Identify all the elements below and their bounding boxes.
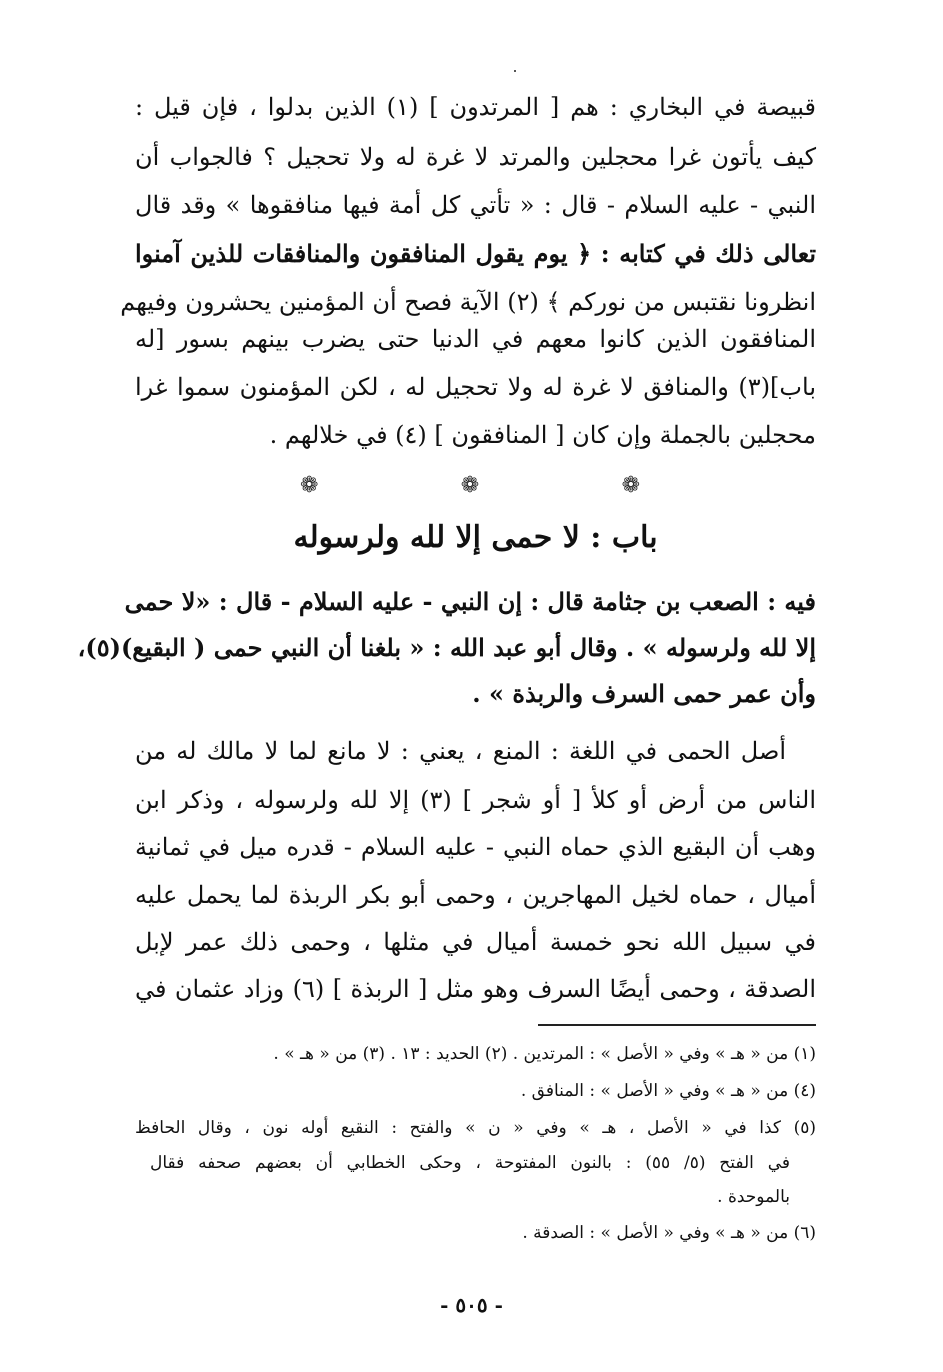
footnote-continuation: في الفتح (٥/ ٥٥) : بالنون المفتوحة ، وحكى الخطابي أن بعضهم صحفه فقال [150,1153,790,1173]
text-line: وهب أن البقيع الذي حماه النبي - عليه السلام - قدره ميل في ثمانية [135,833,816,861]
text-line: انظرونا نقتبس من نوركم ﴾ (٢) الآية فصح أن المؤمنين يحشرون وفيهم [120,288,816,316]
page-number: - ٥٠٥ - [440,1293,503,1317]
hadith-line: وأن عمر حمى السرف والربذة » . [472,679,816,708]
text-line: الصدقة ، وحمى أيضًا السرف وهو مثل [ الربذة ] (٦) وزاد عثمان في [135,975,817,1003]
text-line: كيف يأتون غرا محجلين والمرتد لا غرة له ولا تحجيل ؟ فالجواب أن [135,143,816,171]
footnote: (٦) من « هـ » وفي « الأصل » : الصدقة . [522,1223,816,1243]
text-line: في سبيل الله نحو خمسة أميال في مثلها ، وحمى ذلك عمر لإبل [135,928,816,956]
text-line: قبيصة في البخاري : هم [ المرتدون ] (١) الذين بدلوا ، فإن قيل : [135,93,816,121]
text-line: المنافقون الذين كانوا معهم في الدنيا حتى يضرب بينهم بسور [له [135,325,816,353]
scan-speck [514,70,516,72]
footnote-continuation: بالموحدة . [717,1187,790,1207]
text-line: محجلين بالجملة وإن كان [ المنافقون ] (٤) في خلالهم . [269,421,816,449]
text-line: باب](٣) والمنافق لا غرة له ولا تحجيل له ، لكن المؤمنون سموا غرا [135,373,816,401]
footnote: (٤) من « هـ » وفي « الأصل » : المنافق . [520,1081,816,1101]
hadith-line: فيه : الصعب بن جثامة قال : إن النبي - عليه السلام - قال : «لا حمى [124,587,816,616]
text-line: أصل الحمى في اللغة : المنع ، يعني : لا مانع لما لا مالك له من [135,737,787,765]
chapter-title: باب : لا حمى إلا لله ولرسوله [293,520,658,555]
text-line: أميال ، حماه لخيل المهاجرين ، وحمى أبو بكر الربذة لما يحمل عليه [135,881,816,909]
ornament-star-icon: ❁ [621,472,640,498]
ornament-star-icon: ❁ [460,472,480,498]
text-line: النبي - عليه السلام - قال : « تأتي كل أمة فيها منافقوها » وقد قال [135,191,816,219]
hadith-line: إلا لله ولرسوله » . وقال أبو عبد الله : « بلغنا أن النبي حمى ( البقيع)(٥)، [77,633,816,662]
footnote: (١) من « هـ » وفي « الأصل » : المرتدين . (٢) الحديد : ١٣ . (٣) من « هـ » . [273,1044,816,1064]
ornament-star-icon: ❁ [300,472,319,498]
footnote-divider [538,1024,816,1026]
text-line: تعالى ذلك في كتابه : ﴿ يوم يقول المنافقون والمنافقات للذين آمنوا [135,239,816,268]
footnote: (٥) كذا في « الأصل ، هـ » وفي « ن » والفتح : النقيع أوله نون ، وقال الحافظ [135,1118,816,1138]
text-line: الناس من أرض أو كلأ [ أو شجر ] (٣) إلا لله ولرسوله ، وذكر ابن [135,786,816,814]
section-separator [300,470,640,500]
